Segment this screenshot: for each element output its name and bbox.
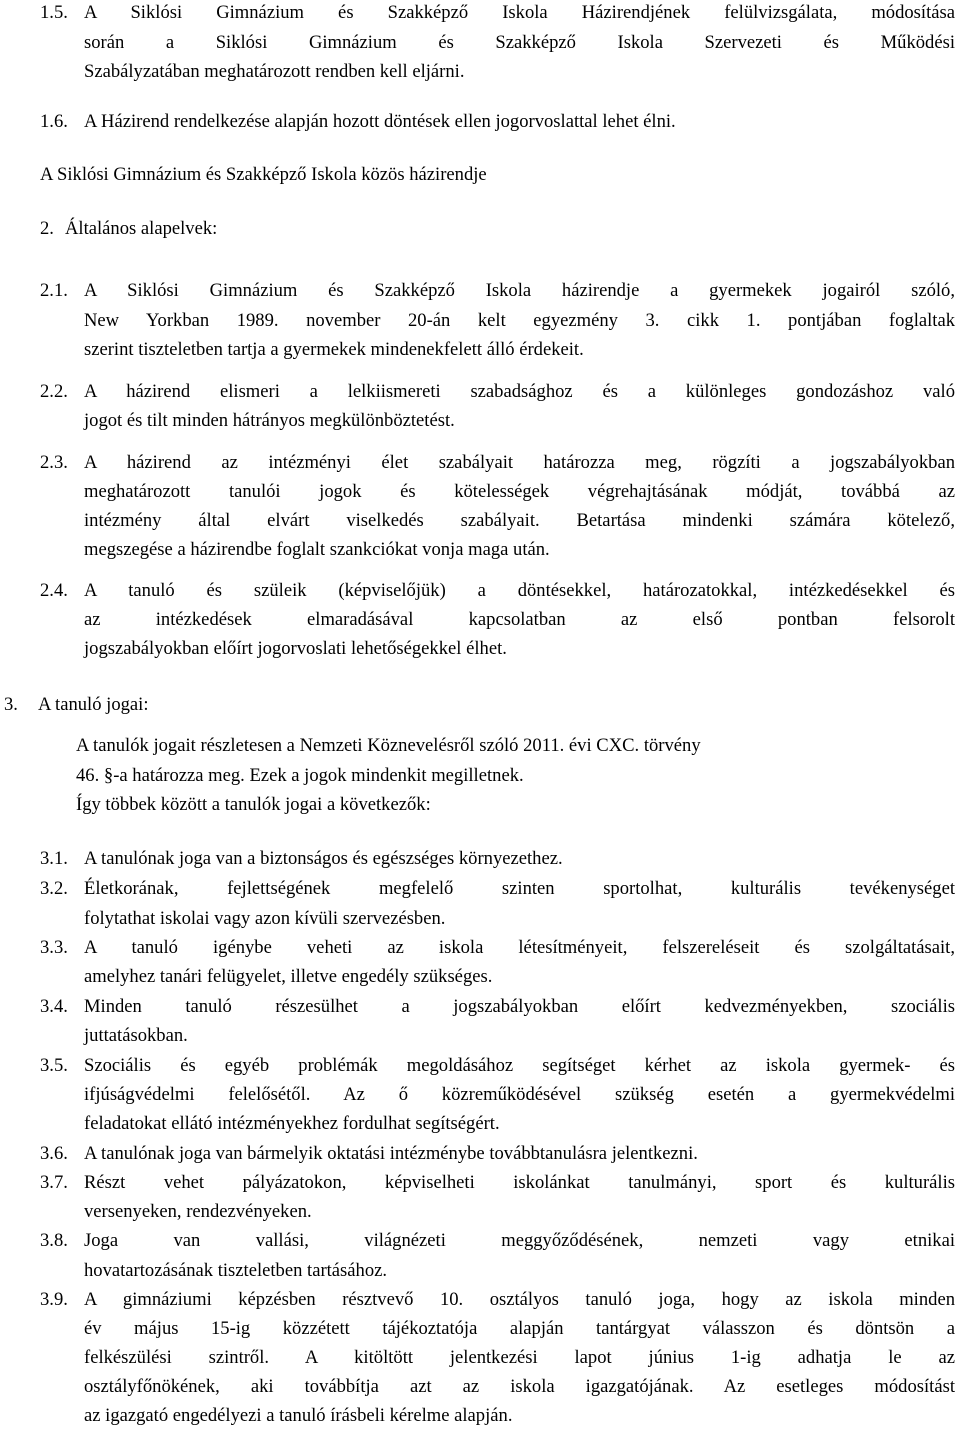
section-number: 2.3. bbox=[40, 452, 68, 473]
list-item-line: amelyhez tanári felügyelet, illetve engedély szükséges. bbox=[84, 966, 493, 987]
paragraph-line: szerint tiszteletben tartja a gyermekek mindenekfelett álló érdekeit. bbox=[84, 339, 584, 360]
list-item-line: Joga van vallási, világnézeti meggyőződésének, nemzeti vagy etnikai bbox=[84, 1230, 955, 1251]
paragraph-line: New Yorkban 1989. november 20-án kelt egyezmény 3. cikk 1. pontjában foglaltak bbox=[84, 310, 955, 331]
paragraph-line: intézmény által elvárt viselkedés szabályait. Betartása mindenki számára kötelező, bbox=[84, 510, 955, 531]
list-item-line: felkészülési szintről. A kitöltött jelentkezési lapot június 1-ig adhatja le az bbox=[84, 1347, 955, 1368]
paragraph-line: A tanuló és szüleik (képviselőjük) a döntésekkel, határozatokkal, intézkedésekkel és bbox=[84, 580, 955, 601]
list-item-line: hovatartozásának tiszteletben tartásához. bbox=[84, 1260, 388, 1281]
paragraph-line: jogszabályokban előírt jogorvoslati lehetőségekkel élhet. bbox=[84, 638, 507, 659]
paragraph-line: A házirend az intézményi élet szabályait határozza meg, rögzíti a jogszabályokban bbox=[84, 452, 955, 473]
list-item-line: Részt vehet pályázatokon, képviselheti iskolánkat tanulmányi, sport és kulturális bbox=[84, 1172, 955, 1193]
list-item-number: 3.6. bbox=[40, 1143, 68, 1164]
paragraph-line: jogot és tilt minden hátrányos megkülönböztetést. bbox=[84, 410, 455, 431]
paragraph-line: megszegése a házirendbe foglalt szankciókat vonja maga után. bbox=[84, 539, 550, 560]
list-item-line: A tanuló igénybe veheti az iskola létesítményeit, felszereléseit és szolgáltatásait, bbox=[84, 937, 955, 958]
list-item-line: év május 15-ig közzétett tájékoztatója alapján tantárgyat válasszon és döntsön a bbox=[84, 1318, 955, 1339]
section-number: 3. bbox=[4, 694, 18, 715]
paragraph-line: Így többek között a tanulók jogai a következők: bbox=[76, 794, 431, 815]
section-number: 2.1. bbox=[40, 280, 68, 301]
list-item-line: folytathat iskolai vagy azon kívüli szervezésben. bbox=[84, 908, 446, 929]
paragraph-line: Szabályzatában meghatározott rendben kell eljárni. bbox=[84, 61, 465, 82]
paragraph-line: A Házirend rendelkezése alapján hozott döntések ellen jogorvoslattal lehet élni. bbox=[84, 111, 676, 132]
paragraph-line: meghatározott tanulói jogok és kötelességek végrehajtásának módját, továbbá az bbox=[84, 481, 955, 502]
paragraph-line: A Siklósi Gimnázium és Szakképző Iskola Házirendjének felülvizsgálata, módosítása bbox=[84, 2, 955, 23]
list-item-line: Minden tanuló részesülhet a jogszabályokban előírt kedvezményekben, szociális bbox=[84, 996, 955, 1017]
list-item-line: juttatásokban. bbox=[84, 1025, 188, 1046]
list-item-number: 3.8. bbox=[40, 1230, 68, 1251]
paragraph-line: A Siklósi Gimnázium és Szakképző Iskola házirendje a gyermekek jogairól szóló, bbox=[84, 280, 955, 301]
list-item-number: 3.1. bbox=[40, 848, 68, 869]
section-number: 1.5. bbox=[40, 2, 68, 23]
list-item-line: Életkorának, fejlettségének megfelelő szinten sportolhat, kulturális tevékenységet bbox=[84, 878, 955, 899]
section-title: A tanuló jogai: bbox=[38, 694, 149, 715]
list-item-line: az igazgató engedélyezi a tanuló írásbeli kérelme alapján. bbox=[84, 1405, 513, 1426]
section-number: 2.2. bbox=[40, 381, 68, 402]
list-item-line: A gimnáziumi képzésben résztvevő 10. osztályos tanuló joga, hogy az iskola minden bbox=[84, 1289, 955, 1310]
paragraph-line: 46. §-a határozza meg. Ezek a jogok mindenkit megilletnek. bbox=[76, 765, 524, 786]
list-item-line: versenyeken, rendezvényeken. bbox=[84, 1201, 312, 1222]
list-item-number: 3.5. bbox=[40, 1055, 68, 1076]
document-subtitle: A Siklósi Gimnázium és Szakképző Iskola közös házirendje bbox=[40, 164, 487, 185]
list-item-number: 3.3. bbox=[40, 937, 68, 958]
list-item-line: feladatokat ellátó intézményekhez fordulhat segítségért. bbox=[84, 1113, 500, 1134]
list-item-number: 3.9. bbox=[40, 1289, 68, 1310]
paragraph-line: az intézkedések elmaradásával kapcsolatban az első pontban felsorolt bbox=[84, 609, 955, 630]
list-item-number: 3.2. bbox=[40, 878, 68, 899]
section-number: 2. bbox=[40, 218, 54, 239]
list-item-line: Szociális és egyéb problémák megoldásához segítséget kérhet az iskola gyermek- és bbox=[84, 1055, 955, 1076]
paragraph-line: A házirend elismeri a lelkiismereti szabadsághoz és a különleges gondozáshoz való bbox=[84, 381, 955, 402]
section-number: 1.6. bbox=[40, 111, 68, 132]
paragraph-line: során a Siklósi Gimnázium és Szakképző Iskola Szervezeti és Működési bbox=[84, 32, 955, 53]
paragraph-line: A tanulók jogait részletesen a Nemzeti Köznevelésről szóló 2011. évi CXC. törvény bbox=[76, 735, 701, 756]
section-title: Általános alapelvek: bbox=[65, 218, 218, 239]
section-number: 2.4. bbox=[40, 580, 68, 601]
list-item-number: 3.4. bbox=[40, 996, 68, 1017]
list-item-line: A tanulónak joga van bármelyik oktatási intézménybe továbbtanulásra jelentkezni. bbox=[84, 1143, 698, 1164]
list-item-number: 3.7. bbox=[40, 1172, 68, 1193]
list-item-line: osztályfőnökének, aki továbbítja azt az iskola igazgatójának. Az esetleges módosítást bbox=[84, 1376, 955, 1397]
list-item-line: A tanulónak joga van a biztonságos és egészséges környezethez. bbox=[84, 848, 563, 869]
list-item-line: ifjúságvédelmi felelősétől. Az ő közreműködésével szükség esetén a gyermekvédelmi bbox=[84, 1084, 955, 1105]
